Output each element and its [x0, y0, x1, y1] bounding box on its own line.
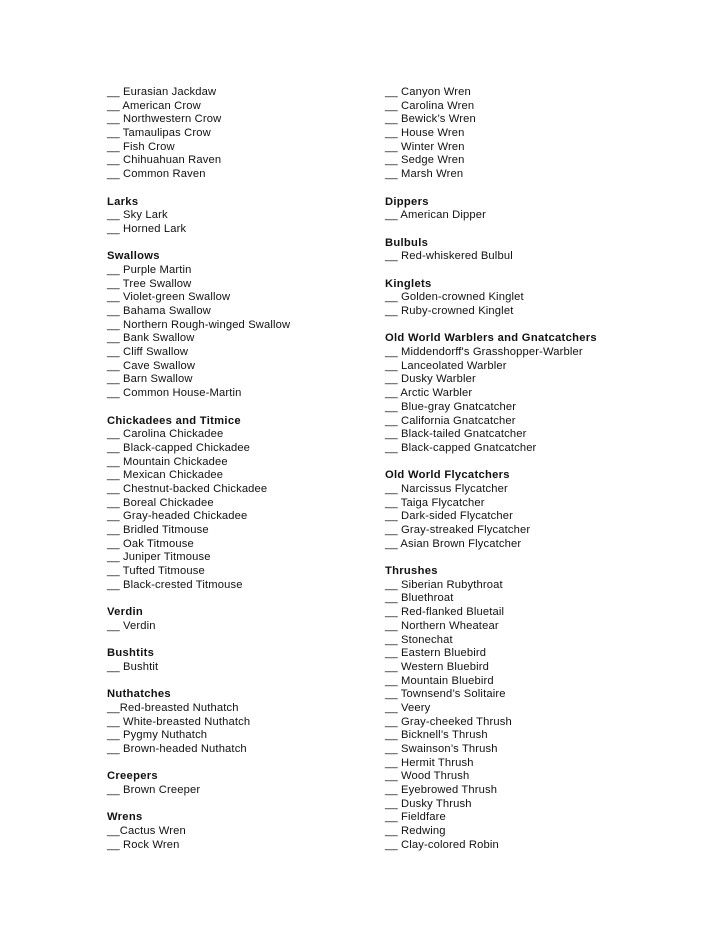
- spacer: [385, 551, 705, 565]
- checklist-item-bahama-swallow: __ Bahama Swallow: [107, 305, 211, 317]
- checklist-item-rock-wren: __ Rock Wren: [107, 838, 180, 851]
- checklist-item-bridled-titmouse: __ Bridled Titmouse: [107, 524, 209, 536]
- checklist-item-clay-colored-robin: __ Clay-colored Robin: [385, 838, 499, 851]
- checklist-item-dusky-thrush: __ Dusky Thrush: [385, 797, 472, 810]
- section-heading-nuthatches: Nuthatches: [107, 688, 171, 701]
- checklist-item-veery: __ Veery: [385, 701, 431, 714]
- spacer: [107, 182, 407, 196]
- checklist-item-northern-wheatear: __ Northern Wheatear: [385, 619, 499, 632]
- spacer: [385, 264, 705, 278]
- checklist-item-stonechat: __ Stonechat: [385, 633, 453, 646]
- checklist-item-carolina-chickadee: __ Carolina Chickadee: [107, 428, 224, 441]
- checklist-item-tamaulipas-crow: __ Tamaulipas Crow: [107, 127, 211, 140]
- checklist-item-common-house-martin: __ Common House-Martin: [107, 387, 242, 400]
- checklist-item-juniper-titmouse: __ Juniper Titmouse: [107, 551, 211, 564]
- checklist-item-gray-cheeked-thrush: __ Gray-cheeked Thrush: [385, 715, 512, 728]
- checklist-item-cave-swallow: __ Cave Swallow: [107, 359, 196, 372]
- checklist-item-eyebrowed-thrush: __ Eyebrowed Thrush: [385, 784, 498, 797]
- checklist-item-american-dipper: __ American Dipper: [385, 209, 486, 222]
- checklist-item-cliff-swallow: __ Cliff Swallow: [107, 346, 189, 359]
- checklist-item-oak-titmouse: __ Oak Titmouse: [107, 537, 194, 550]
- checklist-item-gray-streaked-flycatcher: __ Gray-streaked Flycatcher: [385, 524, 531, 536]
- checklist-item-dark-sided-flycatcher: __ Dark-sided Flycatcher: [385, 510, 513, 523]
- checklist-item-eastern-bluebird: __ Eastern Bluebird: [385, 647, 487, 660]
- section-heading-kinglets: Kinglets: [385, 277, 432, 290]
- checklist-item-siberian-rubythroat: __ Siberian Rubythroat: [385, 578, 503, 591]
- right-column: [385, 86, 705, 853]
- checklist-item-black-capped-chickadee: __ Black-capped Chickadee: [107, 441, 251, 454]
- checklist-item-middendorff-s-grasshopper-warbler: __ Middendorff's Grasshopper-Warbler: [385, 346, 583, 359]
- checklist-item-asian-brown-flycatcher: __ Asian Brown Flycatcher: [385, 537, 522, 550]
- section-heading-thrushes: Thrushes: [385, 565, 438, 578]
- checklist-item-bushtit: __ Bushtit: [107, 660, 159, 673]
- checklist-item-purple-martin: __ Purple Martin: [107, 263, 192, 276]
- checklist-item-tree-swallow: __ Tree Swallow: [107, 277, 192, 290]
- checklist-item-black-crested-titmouse: __ Black-crested Titmouse: [107, 578, 243, 591]
- checklist-item-common-raven: __ Common Raven: [107, 168, 206, 181]
- checklist-item-bewick-s-wren: __ Bewick’s Wren: [385, 113, 476, 126]
- checklist-item-taiga-flycatcher: __ Taiga Flycatcher: [385, 496, 485, 509]
- checklist-item-western-bluebird: __ Western Bluebird: [385, 660, 490, 673]
- checklist-item-lanceolated-warbler: __ Lanceolated Warbler: [385, 359, 507, 372]
- section-heading-swallows: Swallows: [107, 250, 160, 263]
- checklist-item-redwing: __ Redwing: [385, 825, 446, 838]
- checklist-item-townsend-s-solitaire: __ Townsend’s Solitaire: [385, 688, 506, 701]
- checklist-item-red-whiskered-bulbul: __ Red-whiskered Bulbul: [385, 250, 513, 263]
- spacer: [107, 675, 407, 689]
- section-heading-bushtits: Bushtits: [107, 647, 155, 660]
- left-column: [107, 86, 407, 853]
- section-heading-larks: Larks: [107, 195, 139, 208]
- checklist-item-black-capped-gnatcatcher: __ Black-capped Gnatcatcher: [385, 441, 537, 454]
- checklist-item-american-crow: __ American Crow: [107, 99, 201, 112]
- checklist-item-violet-green-swallow: __ Violet-green Swallow: [107, 291, 231, 304]
- section-heading-dippers: Dippers: [385, 195, 429, 208]
- checklist-item-red-flanked-bluetail: __ Red-flanked Bluetail: [385, 606, 505, 619]
- checklist-item-black-tailed-gnatcatcher: __ Black-tailed Gnatcatcher: [385, 428, 527, 441]
- spacer: [107, 237, 407, 251]
- spacer: [385, 456, 705, 470]
- checklist-item-blue-gray-gnatcatcher: __ Blue-gray Gnatcatcher: [385, 400, 517, 413]
- spacer: [385, 319, 705, 333]
- checklist-item-northern-rough-winged-swallow: __ Northern Rough-winged Swallow: [107, 318, 291, 331]
- section-heading-chickadees-and-titmice: Chickadees and Titmice: [107, 414, 241, 427]
- spacer: [385, 182, 705, 196]
- checklist-item-red-breasted-nuthatch: __Red-breasted Nuthatch: [107, 701, 239, 714]
- checklist-item-white-breasted-nuthatch: __ White-breasted Nuthatch: [107, 715, 251, 728]
- spacer: [107, 757, 407, 771]
- checklist-item-brown-headed-nuthatch: __ Brown-headed Nuthatch: [107, 743, 247, 755]
- checklist-item-ruby-crowned-kinglet: __ Ruby-crowned Kinglet: [385, 305, 514, 317]
- checklist-item-bank-swallow: __ Bank Swallow: [107, 332, 195, 345]
- checklist-item-mountain-chickadee: __ Mountain Chickadee: [107, 455, 228, 468]
- checklist-item-carolina-wren: __ Carolina Wren: [385, 99, 475, 112]
- checklist-item-bluethroat: __ Bluethroat: [385, 592, 454, 605]
- checklist-item-tufted-titmouse: __ Tufted Titmouse: [107, 565, 205, 578]
- checklist-item-cactus-wren: __Cactus Wren: [107, 825, 186, 838]
- checklist-item-narcissus-flycatcher: __ Narcissus Flycatcher: [385, 482, 508, 495]
- checklist-item-mountain-bluebird: __ Mountain Bluebird: [385, 674, 494, 687]
- checklist-item-verdin: __ Verdin: [107, 619, 156, 632]
- section-heading-creepers: Creepers: [107, 770, 158, 783]
- checklist-item-pygmy-nuthatch: __ Pygmy Nuthatch: [107, 729, 208, 742]
- section-heading-wrens: Wrens: [107, 811, 143, 824]
- checklist-item-california-gnatcatcher: __ California Gnatcatcher: [385, 414, 516, 427]
- checklist-item-sky-lark: __ Sky Lark: [107, 209, 168, 222]
- checklist-item-swainson-s-thrush: __ Swainson’s Thrush: [385, 743, 498, 755]
- checklist-item-chestnut-backed-chickadee: __ Chestnut-backed Chickadee: [107, 482, 268, 495]
- section-heading-old-world-warblers-and-gnatcatchers: Old World Warblers and Gnatcatchers: [385, 332, 597, 345]
- checklist-item-brown-creeper: __ Brown Creeper: [107, 784, 201, 797]
- checklist-item-fish-crow: __ Fish Crow: [107, 140, 175, 153]
- checklist-item-winter-wren: __ Winter Wren: [385, 140, 465, 153]
- section-heading-bulbuls: Bulbuls: [385, 236, 429, 249]
- section-heading-old-world-flycatchers: Old World Flycatchers: [385, 469, 510, 482]
- checklist-item-hermit-thrush: __ Hermit Thrush: [385, 756, 474, 769]
- checklist-item-bicknell-s-thrush: __ Bicknell’s Thrush: [385, 729, 488, 742]
- checklist-item-house-wren: __ House Wren: [385, 127, 465, 140]
- checklist-item-arctic-warbler: __ Arctic Warbler: [385, 387, 473, 400]
- spacer: [385, 223, 705, 237]
- checklist-item-barn-swallow: __ Barn Swallow: [107, 373, 193, 386]
- checklist-item-sedge-wren: __ Sedge Wren: [385, 154, 465, 167]
- checklist-item-golden-crowned-kinglet: __ Golden-crowned Kinglet: [385, 291, 524, 304]
- checklist-item-mexican-chickadee: __ Mexican Chickadee: [107, 469, 224, 482]
- checklist-item-canyon-wren: __ Canyon Wren: [385, 86, 471, 98]
- checklist-item-northwestern-crow: __ Northwestern Crow: [107, 113, 222, 126]
- spacer: [107, 798, 407, 812]
- checklist-item-marsh-wren: __ Marsh Wren: [385, 168, 464, 181]
- spacer: [107, 592, 407, 606]
- spacer: [107, 634, 407, 648]
- checklist-item-gray-headed-chickadee: __ Gray-headed Chickadee: [107, 510, 248, 523]
- checklist-item-wood-thrush: __ Wood Thrush: [385, 770, 470, 783]
- checklist-item-boreal-chickadee: __ Boreal Chickadee: [107, 496, 214, 509]
- section-heading-verdin: Verdin: [107, 606, 143, 619]
- checklist-item-dusky-warbler: __ Dusky Warbler: [385, 373, 476, 386]
- checklist-item-eurasian-jackdaw: __ Eurasian Jackdaw: [107, 86, 217, 98]
- checklist-item-chihuahuan-raven: __ Chihuahuan Raven: [107, 154, 222, 167]
- checklist-item-fieldfare: __ Fieldfare: [385, 811, 446, 824]
- checklist-item-horned-lark: __ Horned Lark: [107, 222, 187, 235]
- spacer: [107, 401, 407, 415]
